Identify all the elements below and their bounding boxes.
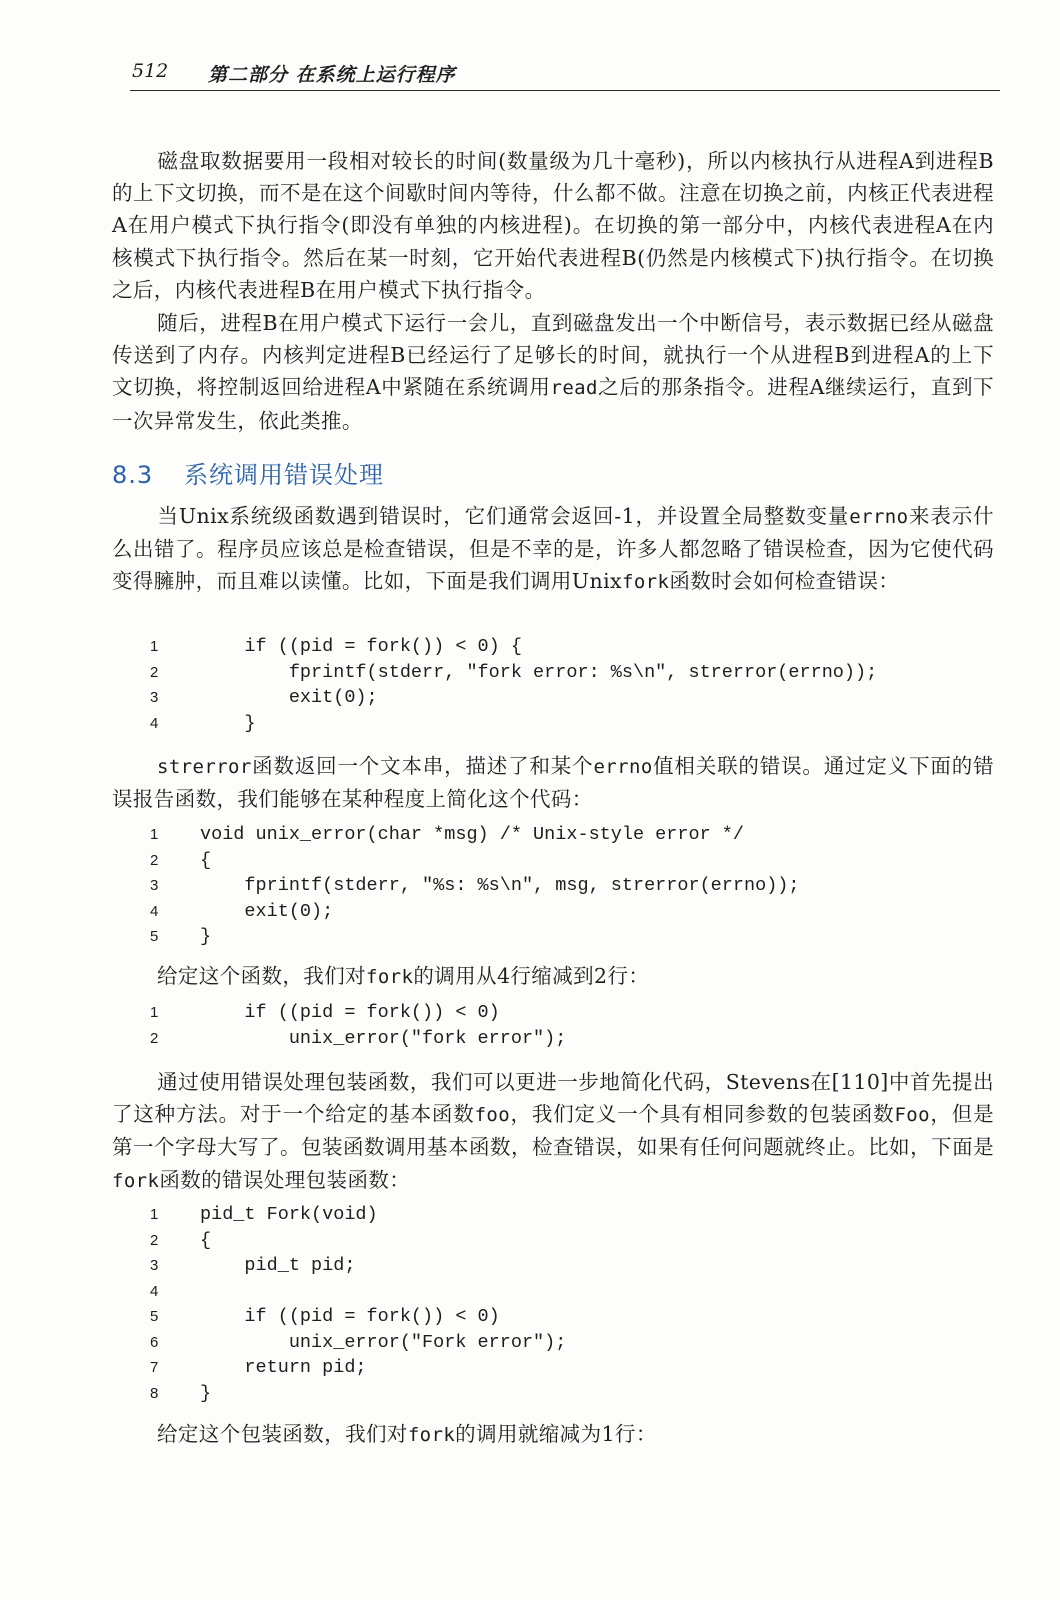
paragraph-text: 的调用就缩减为1行： — [455, 1422, 657, 1446]
paragraph-text: 随后，进程B在用户模式下运行一会儿，直到磁盘发出一个中断信号，表示数据已经从磁盘传送到了内存。内核判定进程B已经运行了足够长的时间，就执行一个从进程B到进程A的上下文切换，将控制返回给进程A中紧随在系统调用 — [112, 311, 994, 400]
paragraph-text: 的调用从4行缩减到2行： — [413, 964, 650, 988]
page-header — [130, 60, 1000, 91]
line-number: 6 — [150, 1333, 159, 1351]
code-text: if ((pid = fork()) < 0) — [200, 1306, 500, 1327]
paragraph-text: 给定这个函数，我们对 — [157, 964, 366, 988]
paragraph-text: ，但是第一个字母大写了。包装函数调用基本函数，检查错误，如果有任何问题就终止。比如，下面是 — [112, 1102, 994, 1160]
line-number: 2 — [150, 851, 159, 869]
line-number: 3 — [150, 877, 159, 894]
line-number: 2 — [150, 1231, 159, 1249]
code-text: } — [200, 712, 256, 734]
line-number: 7 — [150, 1359, 159, 1376]
line-number: 1 — [150, 638, 159, 655]
running-title: 第二部分 在系统上运行程序 — [208, 64, 456, 86]
paragraph-2 — [112, 307, 994, 437]
code-text: pid_t Fork(void) — [200, 1204, 378, 1225]
inline-code: read — [550, 377, 598, 400]
line-number: 2 — [150, 1029, 159, 1047]
paragraph-text: 函数时会如何检查错误： — [669, 569, 900, 594]
code-text: fprintf(stderr, "%s: %s\n", msg, strerror(errno)); — [200, 875, 800, 896]
line-number: 8 — [150, 1384, 159, 1402]
section-heading — [112, 455, 384, 490]
inline-code: Foo — [894, 1104, 930, 1127]
code-text: } — [200, 1382, 212, 1404]
code-text: { — [200, 849, 212, 871]
paragraph-text: 来表示什么出错了。程序员应该总是检查错误，但是不幸的是，许多人都忽略了错误检查，因为它使代码变得臃肿，而且难以读懂。比如，下面是我们调用Unix — [112, 504, 994, 594]
page-number: 512 — [132, 60, 169, 82]
code-text: unix_error("fork error"); — [200, 1027, 567, 1049]
inline-code: fork — [622, 571, 670, 594]
line-number: 3 — [150, 689, 159, 706]
code-text: return pid; — [200, 1357, 367, 1378]
line-number: 1 — [150, 826, 159, 843]
inline-code: foo — [474, 1104, 511, 1127]
code-text: unix_error("Fork error"); — [200, 1331, 567, 1353]
code-text: { — [200, 1229, 212, 1251]
line-number: 3 — [150, 1257, 159, 1274]
paragraph-text: ，我们定义一个具有相同参数的包装函数 — [510, 1102, 895, 1127]
code-text: fprintf(stderr, "fork error: %s\n", strerror(errno)); — [200, 661, 878, 683]
section-number: 8.3 — [112, 461, 154, 489]
inline-code: strerror — [157, 756, 252, 778]
paragraph-text: 当Unix系统级函数遇到错误时，它们通常会返回-1，并设置全局整数变量 — [157, 504, 850, 528]
paragraph-7 — [112, 1418, 994, 1451]
line-number: 1 — [150, 1004, 159, 1021]
line-number: 2 — [150, 663, 159, 681]
inline-code: fork — [112, 1169, 160, 1192]
paragraph-text: 磁盘取数据要用一段相对较长的时间(数量级为几十毫秒)，所以内核执行从进程A到进程B的上下文切换，而不是在这个间歇时间内等待，什么都不做。注意在切换之前，内核正代表进程A在用户模式下执行指令(即没有单独的内核进程)。在切换的第一部分中，内核代表进程A在内核模式下执行指令。然后在某一时刻，它开始代表进程B(仍然是内核模式下)执行指令。在切换之后，内核代表进程B在用户模式下执行指令。 — [112, 149, 994, 302]
paragraph-text: 函数返回一个文本串，描述了和某个 — [251, 754, 594, 778]
line-number: 4 — [150, 714, 159, 732]
line-number: 5 — [150, 1308, 159, 1325]
code-text: pid_t pid; — [200, 1255, 356, 1276]
line-number: 5 — [150, 928, 159, 945]
line-number: 4 — [150, 1282, 159, 1300]
paragraph-text: 之后的那条指令。进程A继续运行，直到下一次异常发生，依此类推。 — [112, 375, 995, 433]
line-number: 4 — [150, 902, 159, 920]
code-text: exit(0); — [200, 687, 378, 708]
section-title: 系统调用错误处理 — [184, 461, 384, 489]
paragraph-3 — [112, 500, 994, 599]
inline-code: fork — [366, 966, 414, 988]
inline-code: fork — [407, 1424, 456, 1446]
paragraph-text: 通过使用错误处理包装函数，我们可以更进一步地简化代码，Stevens在[110]中首先提出了这种方法。对于一个给定的基本函数 — [112, 1070, 994, 1127]
paragraph-6 — [112, 1066, 994, 1197]
inline-code: errno — [593, 756, 653, 778]
code-text: } — [200, 926, 212, 947]
paragraph-text: 给定这个包装函数，我们对 — [157, 1422, 408, 1446]
code-text: if ((pid = fork()) < 0) — [200, 1002, 500, 1023]
paragraph-text: 函数的错误处理包装函数： — [159, 1167, 411, 1192]
inline-code: errno — [849, 506, 909, 528]
paragraph-1 — [112, 145, 994, 306]
code-text: if ((pid = fork()) < 0) { — [200, 636, 522, 657]
line-number: 1 — [150, 1206, 159, 1223]
paragraph-4 — [112, 750, 994, 815]
code-text: void unix_error(char *msg) /* Unix-style error */ — [200, 824, 744, 845]
paragraph-5 — [112, 960, 994, 993]
paragraph-text: 值相关联的错误。通过定义下面的错误报告函数，我们能够在某种程度上简化这个代码： — [112, 754, 994, 812]
code-text: exit(0); — [200, 900, 334, 922]
